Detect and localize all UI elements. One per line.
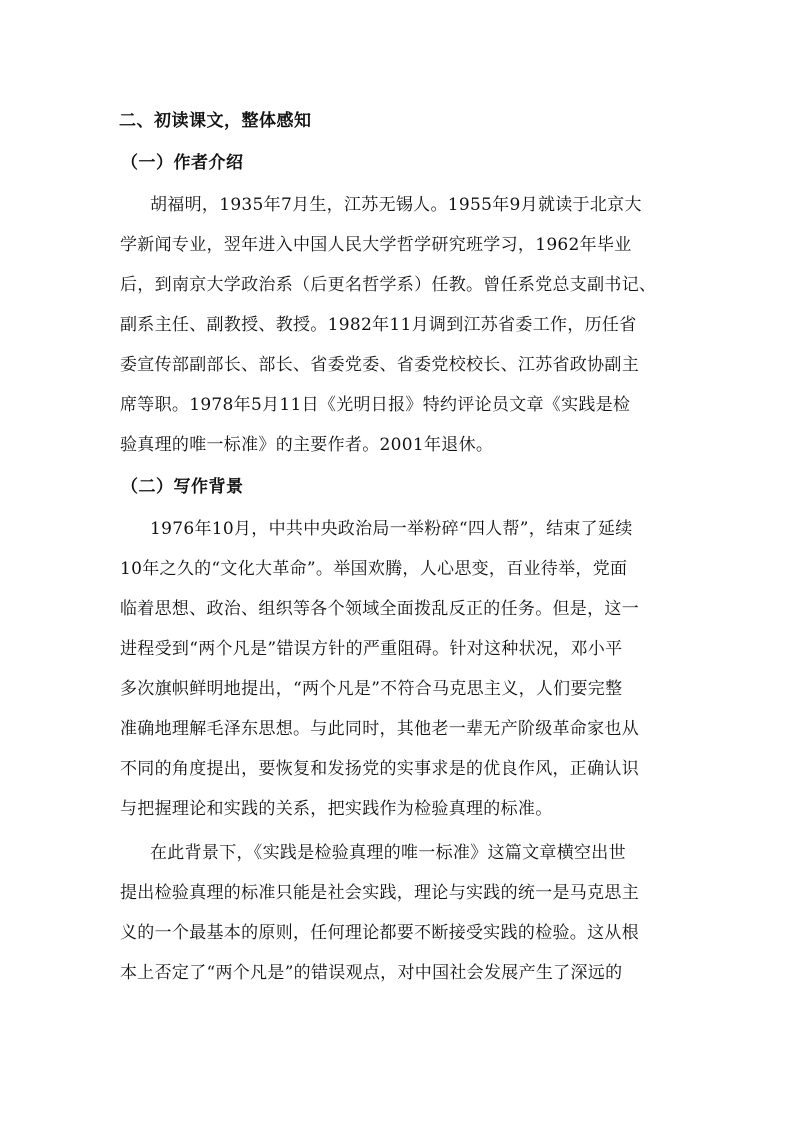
author-line: 委宣传部副部长、部长、省委党委、省委党校校长、江苏省政协副主 [120, 355, 639, 375]
author-line: 学新闻专业，翌年进入中国人民大学哲学研究班学习，1962年毕业 [120, 235, 632, 255]
section-heading: 二、初读课文，整体感知 [119, 111, 312, 131]
background-line: 与把握理论和实践的关系，把实践作为检验真理的标准。 [120, 799, 553, 819]
background-line: 10年之久的“文化大革命”。举国欢腾，人心思变，百业待举，党面 [120, 559, 628, 579]
author-line: 胡福明，1935年7月生，江苏无锡人。1955年9月就读于北京大 [150, 195, 642, 215]
background-line: 义的一个最基本的原则，任何理论都要不断接受实践的检验。这从根 [120, 923, 639, 943]
background-line: 准确地理解毛泽东思想。与此同时，其他老一辈无产阶级革命家也从 [120, 719, 639, 739]
author-heading: （一）作者介绍 [121, 153, 244, 173]
background-line: 本上否定了“两个凡是”的错误观点，对中国社会发展产生了深远的 [120, 963, 623, 983]
background-heading: （二）写作背景 [121, 477, 244, 497]
author-line: 后，到南京大学政治系（后更名哲学系）任教。曾任系党总支副书记、 [120, 275, 657, 295]
background-line: 提出检验真理的标准只能是社会实践，理论与实践的统一是马克思主 [120, 883, 639, 903]
background-line: 1976年10月，中共中央政治局一举粉碎“四人帮”，结束了延续 [150, 519, 633, 539]
background-line: 不同的角度提出，要恢复和发扬党的实事求是的优良作风，正确认识 [120, 759, 639, 779]
author-line: 席等职。1978年5月11日《光明日报》特约评论员文章《实践是检 [120, 395, 631, 415]
background-line: 临着思想、政治、组织等各个领域全面拨乱反正的任务。但是，这一 [120, 599, 639, 619]
author-line: 副系主任、副教授、教授。1982年11月调到江苏省委工作，历任省 [120, 315, 637, 335]
background-line: 进程受到“两个凡是”错误方针的严重阻碍。针对这种状况，邓小平 [120, 639, 623, 659]
background-line: 多次旗帜鲜明地提出，“两个凡是”不符合马克思主义，人们要完整 [120, 679, 623, 699]
background-line: 在此背景下，《实践是检验真理的唯一标准》这篇文章横空出世 [150, 843, 626, 863]
author-line: 验真理的唯一标准》的主要作者。2001年退休。 [120, 435, 494, 455]
